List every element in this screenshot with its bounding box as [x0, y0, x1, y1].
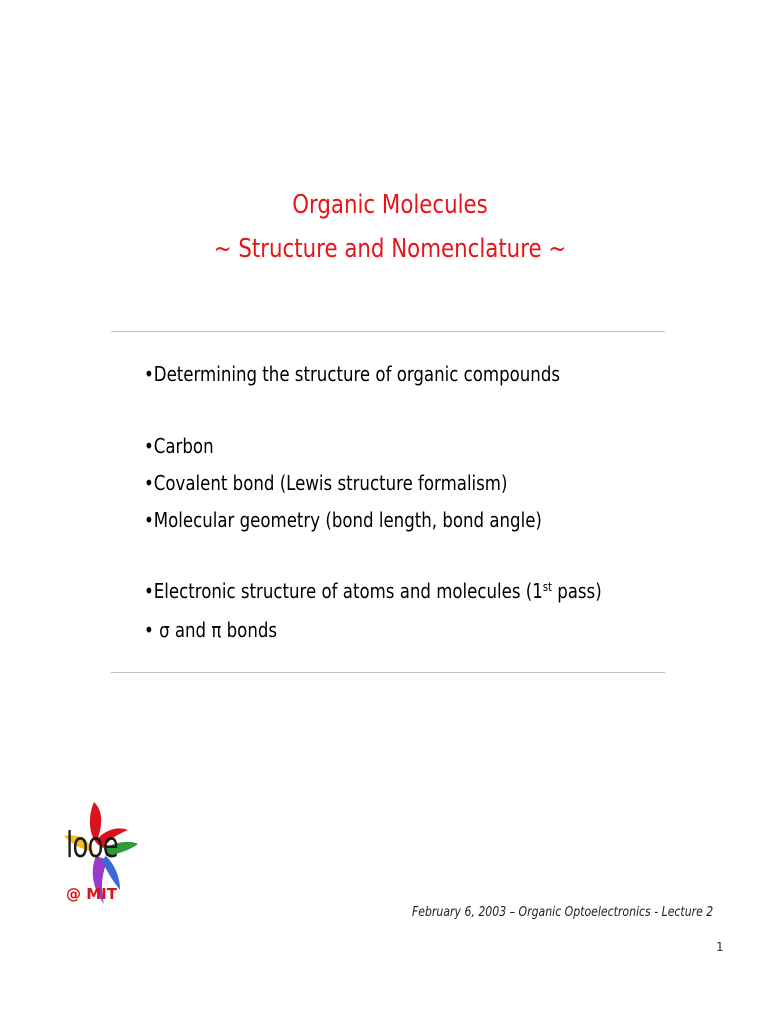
slide-title [70, 183, 710, 271]
bullet-item: •Molecular geometry (bond length, bond angle) [144, 508, 542, 532]
slide-footer: February 6, 2003 – Organic Optoelectronics - Lecture 2 [412, 905, 714, 920]
bottom-divider [111, 672, 665, 673]
bullet-text: pass) [551, 579, 602, 603]
bullet-item: • σ and π bonds [144, 618, 278, 642]
bullet-item [144, 579, 602, 603]
slide-title-line-2: ~ Structure and Nomenclature ~ [213, 234, 567, 264]
bullet-item: •Carbon [144, 434, 214, 458]
top-divider [111, 331, 665, 332]
bullet-text: •Electronic structure of atoms and molecules (1 [144, 579, 543, 603]
superscript: st [542, 580, 552, 594]
bullet-item: •Determining the structure of organic compounds [144, 362, 561, 386]
logo-affiliation: @ MIT [66, 885, 117, 903]
page-number: 1 [716, 940, 724, 954]
slide-title-line-1: Organic Molecules [292, 190, 488, 220]
logo-wordmark: looe [66, 825, 118, 866]
bullet-item: •Covalent bond (Lewis structure formalism) [144, 471, 508, 495]
